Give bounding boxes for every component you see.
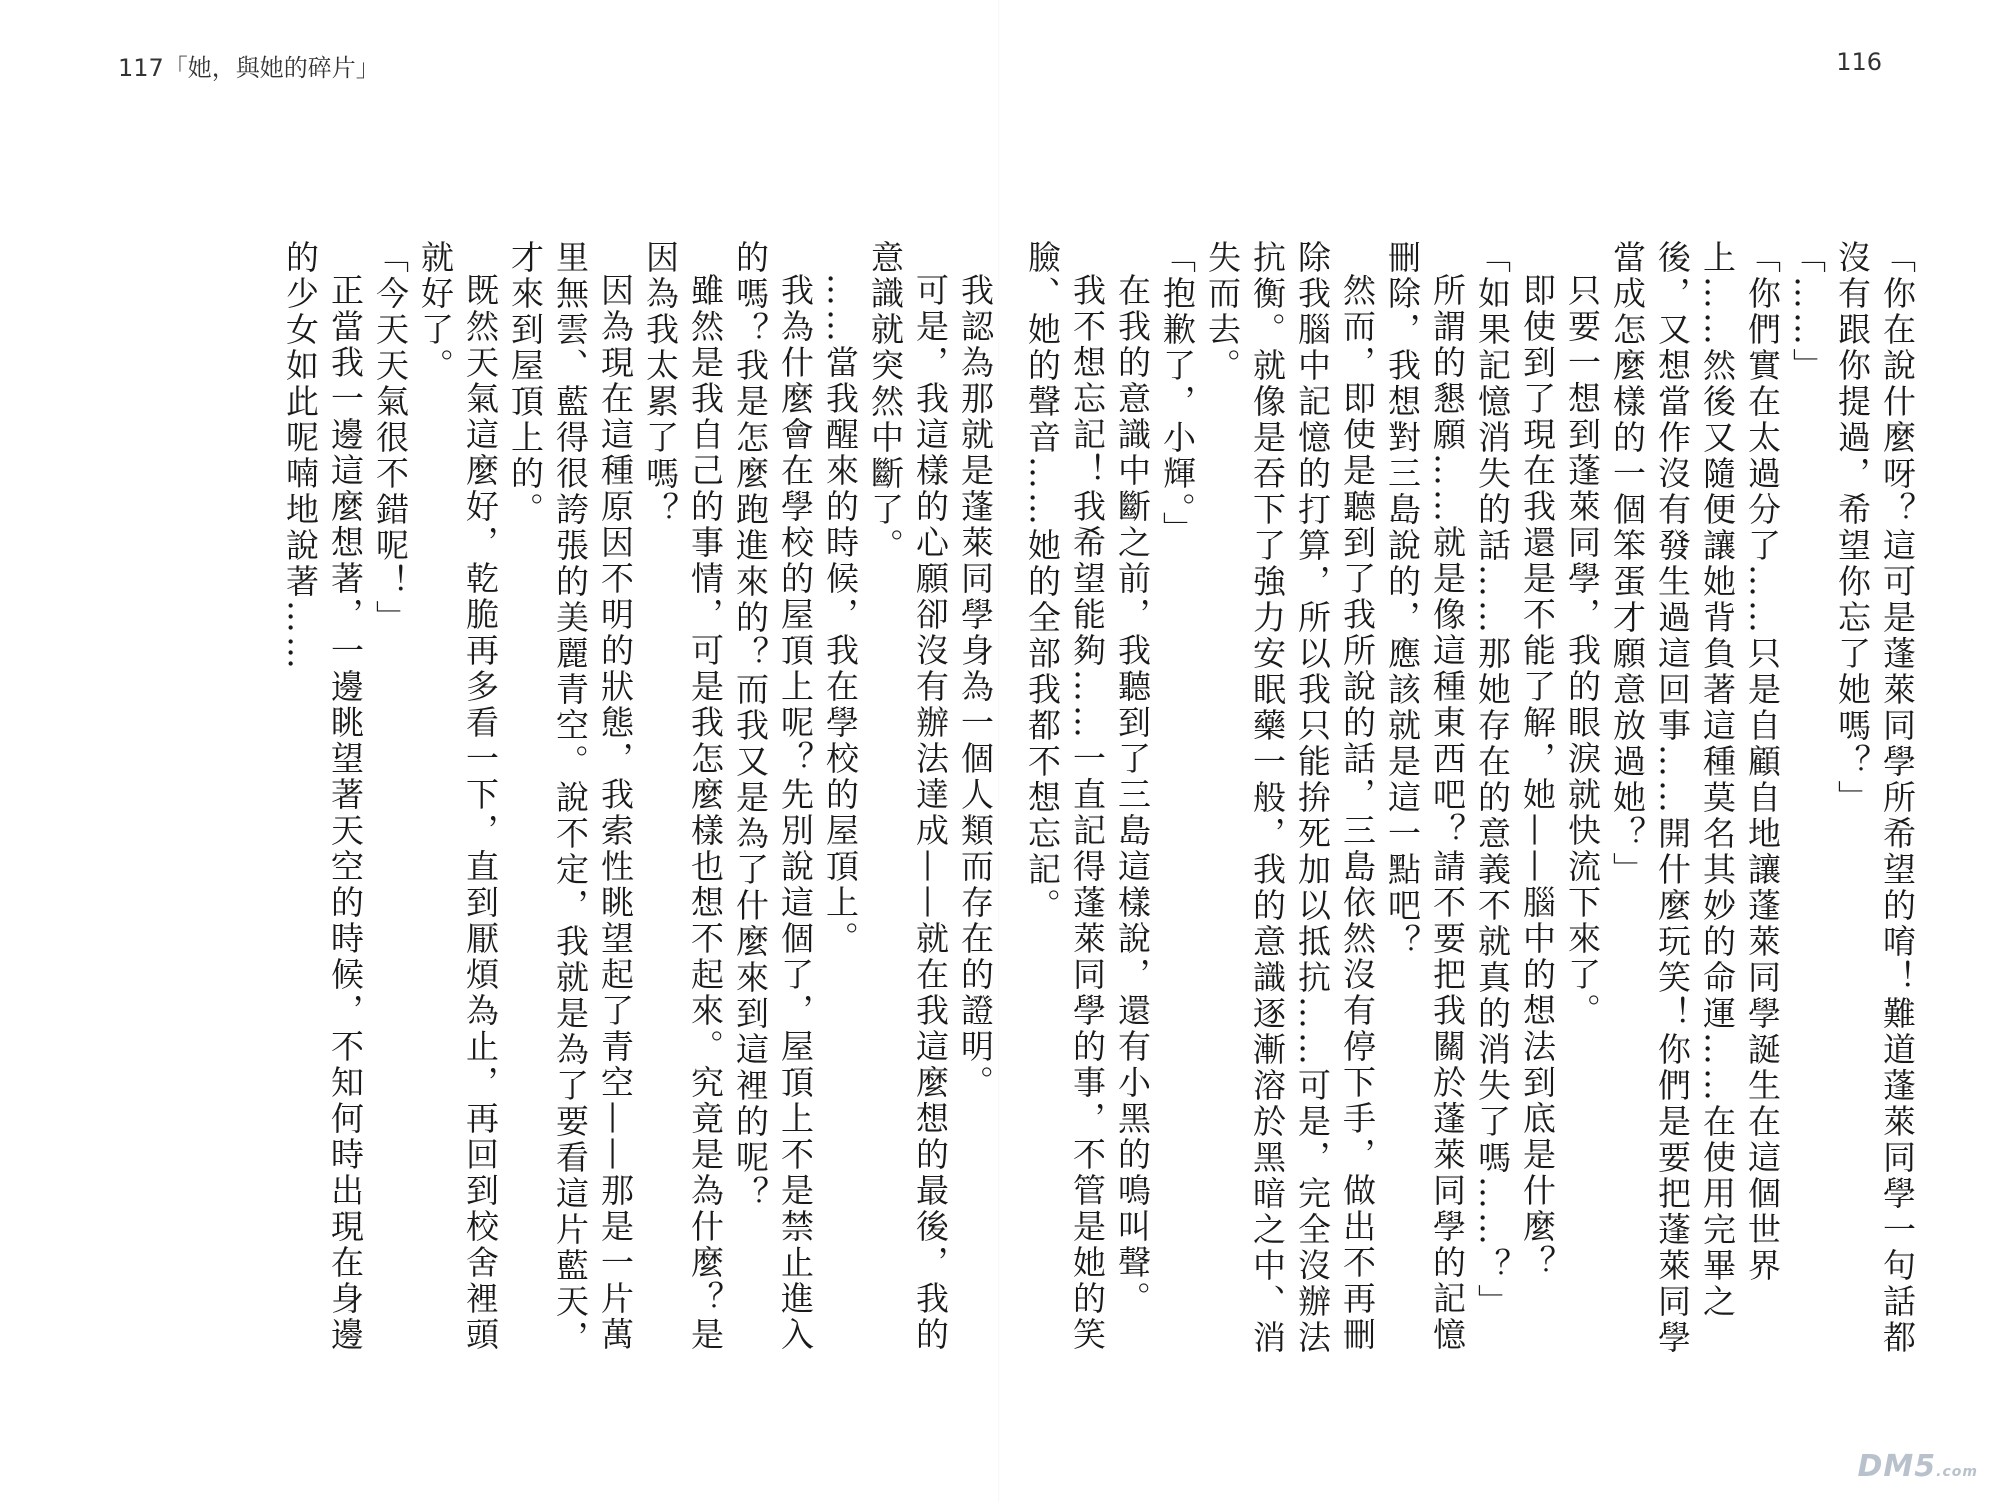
paragraph: 「今天天氣很不錯呢！」 xyxy=(371,240,410,636)
paragraph: 「抱歉了，小輝。」 xyxy=(1158,240,1197,548)
paragraph: 「……」 xyxy=(1788,240,1827,384)
paragraph: 我為什麼會在學校的屋頂上呢？先別說這個了，屋頂上不是禁止進入的嗎？我是怎麼跑進來的？而我又是為了什麼來到這裡的呢？ xyxy=(731,240,815,1353)
left-page xyxy=(118,240,998,1370)
paragraph: 可是，我這樣的心願卻沒有辦法達成——就在我這麼想的最後，我的意識就突然中斷了。 xyxy=(866,240,950,1353)
paragraph: 雖然是我自己的事情，可是我怎麼樣也想不起來。究竟是為什麼？是因為我太累了嗎？ xyxy=(641,240,725,1353)
paragraph: 因為現在這種原因不明的狀態，我索性眺望起了青空——那是一片萬里無雲、藍得很誇張的美麗青空。說不定，我就是為了要看這片藍天，才來到屋頂上的。 xyxy=(506,240,635,1356)
right-page-text xyxy=(1020,240,1920,1370)
left-page-text xyxy=(278,240,998,1370)
paragraph: 我認為那就是蓬萊同學身為一個人類而存在的證明。 xyxy=(956,273,995,1101)
paragraph: 正當我一邊這麼想著，一邊眺望著天空的時候，不知何時出現在身邊的少女如此呢喃地說著…… xyxy=(281,240,365,1353)
paragraph: 在我的意識中斷之前，我聽到了三島這樣說，還有小黑的鳴叫聲。 xyxy=(1113,273,1152,1317)
paragraph: 既然天氣這麼好，乾脆再多看一下，直到厭煩為止，再回到校舍裡頭就好了。 xyxy=(416,240,500,1353)
paragraph: ……當我醒來的時候，我在學校的屋頂上。 xyxy=(821,273,860,957)
paragraph: 「如果記憶消失的話……那她存在的意義不就真的消失了嗎……？」 xyxy=(1473,240,1512,1320)
page-number-right: 116 xyxy=(1836,48,1882,76)
paragraph: 即使到了現在我還是不能了解，她——腦中的想法到底是什麼？ xyxy=(1518,273,1557,1281)
page-gutter xyxy=(998,0,1000,1502)
paragraph: 「你在說什麼呀？這可是蓬萊同學所希望的唷！難道蓬萊同學一句話都沒有跟你提過，希望你忘了她嗎？」 xyxy=(1833,240,1917,1356)
watermark-suffix: .com xyxy=(1936,1464,1978,1480)
paragraph: 「你們實在太過分了……只是自顧自地讓蓬萊同學誕生在這個世界上……然後又隨便讓她背負著這種莫名其妙的命運……在使用完畢之後，又想當作沒有發生過這回事……開什麼玩笑！你們是要把蓬萊同學當成怎麼樣的一個笨蛋才願意放過她？」 xyxy=(1608,240,1782,1356)
page-header-left: 117「她，與她的碎片」 xyxy=(118,54,380,82)
watermark-main: DM5 xyxy=(1857,1449,1937,1484)
paragraph: 只要一想到蓬萊同學，我的眼淚就快流下來了。 xyxy=(1563,273,1602,1029)
paragraph: 我不想忘記！我希望能夠……一直記得蓬萊同學的事，不管是她的笑臉、她的聲音……她的全部我都不想忘記。 xyxy=(1023,240,1107,1353)
paragraph: 所謂的懇願……就是像這種東西吧？請不要把我關於蓬萊同學的記憶刪除，我想對三島說的，應該就是這一點吧？ xyxy=(1383,240,1467,1353)
paragraph: 然而，即使是聽到了我所說的話，三島依然沒有停下手，做出不再刪除我腦中記憶的打算，所以我只能拚死加以抵抗……可是，完全沒辦法抗衡。就像是吞下了強力安眠藥一般，我的意識逐漸溶於黑暗之中、消失而去。 xyxy=(1203,240,1377,1356)
site-watermark xyxy=(1858,1449,1978,1484)
right-page xyxy=(1023,240,1920,1370)
